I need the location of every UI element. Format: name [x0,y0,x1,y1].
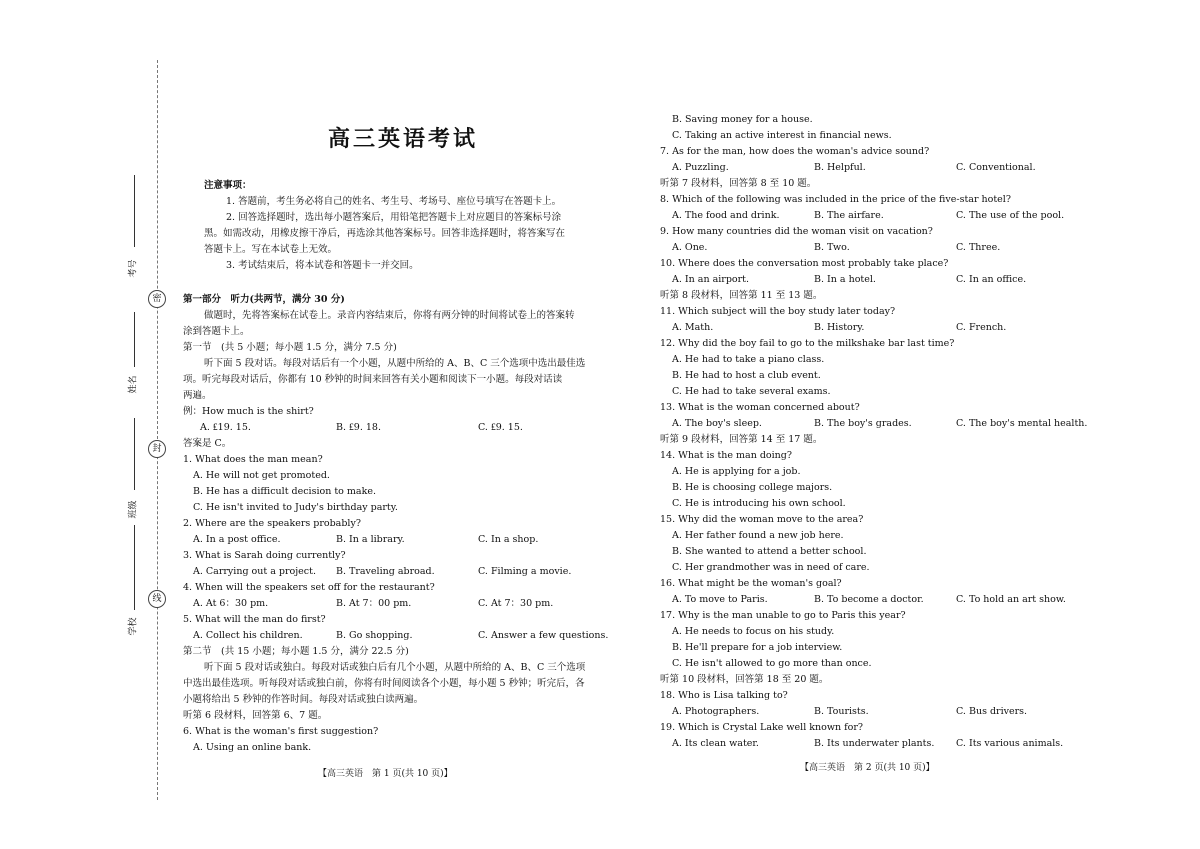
question: 5. What will the man do first? [183,614,326,625]
option: A. To move to Paris. [672,594,768,605]
option: C. He is introducing his own school. [672,498,846,509]
question: 11. Which subject will the boy study later today? [660,306,896,317]
option: C. He had to take several exams. [672,386,831,397]
section2-intro: 中选出最佳选项。听每段对话或独白前，你将有时间阅读各个小题，每小题 5 秒钟；听完后，各 [183,678,585,689]
material-heading: 听第 9 段材料，回答第 14 至 17 题。 [660,434,823,445]
option: C. ₤9. 15. [478,422,523,433]
option: B. In a hotel. [814,274,876,285]
notice-line: 2. 回答选择题时，选出每小题答案后，用铅笔把答题卡上对应题目的答案标号涂 [226,212,562,223]
option: C. Bus drivers. [956,706,1028,717]
part1-intro: 涂到答题卡上。 [183,326,250,337]
exam-number-line [134,175,135,247]
option: B. Tourists. [814,706,869,717]
option: C. French. [956,322,1007,333]
example-question: 例：How much is the shirt? [183,406,314,417]
option: C. The use of the pool. [956,210,1065,221]
option: A. Math. [672,322,714,333]
question: 7. As for the man, how does the woman's advice sound? [660,146,930,157]
option: B. Helpful. [814,162,866,173]
option: C. Its various animals. [956,738,1064,749]
option: C. In an office. [956,274,1027,285]
option: A. ₤19. 15. [200,422,251,433]
school-line [134,525,135,610]
option: B. Two. [814,242,850,253]
option: B. He had to host a club event. [672,370,821,381]
option: C. Filming a movie. [478,566,572,577]
section2-intro: 小题将给出 5 秒钟的作答时间。每段对话或独白读两遍。 [183,694,424,705]
section1-intro: 两遍。 [183,390,212,401]
page-title: 高三英语考试 [328,126,479,152]
option: C. Her grandmother was in need of care. [672,562,870,573]
question: 12. Why did the boy fail to go to the milkshake bar last time? [660,338,955,349]
option: C. At 7：30 pm. [478,598,554,609]
option: B. In a library. [336,534,405,545]
question: 15. Why did the woman move to the area? [660,514,864,525]
question: 14. What is the man doing? [660,450,792,461]
question: 17. Why is the man unable to go to Paris this year? [660,610,906,621]
notice-line: 3. 考试结束后，将本试卷和答题卡一并交回。 [226,260,419,271]
material-heading: 听第 6 段材料，回答第 6、7 题。 [183,710,328,721]
option: B. He has a difficult decision to make. [193,486,376,497]
option: A. Its clean water. [672,738,759,749]
page-footer: 【高三英语 第 1 页(共 10 页)】 [318,769,453,779]
option: B. Its underwater plants. [814,738,935,749]
seal-xian: 线 [148,590,166,608]
page-footer: 【高三英语 第 2 页(共 10 页)】 [800,763,935,773]
notice-line: 黑。如需改动，用橡皮擦干净后，再选涂其他答案标号。回答非选择题时，将答案写在 [204,228,566,239]
option: A. He is applying for a job. [672,466,801,477]
question: 13. What is the woman concerned about? [660,402,860,413]
option: B. At 7：00 pm. [336,598,412,609]
option: C. He isn't allowed to go more than once. [672,658,872,669]
option: B. Go shopping. [336,630,413,641]
example-answer: 答案是 C。 [183,438,232,449]
class-label: 班级 [128,500,139,519]
school-label: 学校 [128,617,139,636]
class-line [134,418,135,490]
section1-intro: 项。听完每段对话后，你都有 10 秒钟的时间来回答有关小题和阅读下一小题。每段对话读 [183,374,563,385]
seal-feng: 封 [148,440,166,458]
option: B. To become a doctor. [814,594,924,605]
material-heading: 听第 7 段材料，回答第 8 至 10 题。 [660,178,817,189]
option: B. The airfare. [814,210,884,221]
question: 8. Which of the following was included in the price of the five-star hotel? [660,194,1011,205]
question: 4. When will the speakers set off for the restaurant? [183,582,435,593]
option: A. In an airport. [672,274,750,285]
option: A. Carrying out a project. [193,566,316,577]
question: 3. What is Sarah doing currently? [183,550,346,561]
option: A. He had to take a piano class. [672,354,825,365]
question: 2. Where are the speakers probably? [183,518,361,529]
notice-heading: 注意事项： [204,180,252,191]
option: A. He will not get promoted. [193,470,330,481]
notice-line: 答题卡上。写在本试卷上无效。 [204,244,338,255]
option: A. In a post office. [193,534,281,545]
question: 19. Which is Crystal Lake well known for? [660,722,863,733]
section2-intro: 听下面 5 段对话或独白。每段对话或独白后有几个小题，从题中所给的 A、B、C 三个选项 [204,662,586,673]
option: B. History. [814,322,865,333]
material-heading: 听第 8 段材料，回答第 11 至 13 题。 [660,290,823,301]
option: C. Answer a few questions. [478,630,609,641]
notice-line: 1. 答题前，考生务必将自己的姓名、考生号、考场号、座位号填写在答题卡上。 [226,196,562,207]
option: A. Her father found a new job here. [672,530,844,541]
option: A. Using an online bank. [193,742,312,753]
option: A. At 6：30 pm. [193,598,269,609]
option: A. He needs to focus on his study. [672,626,835,637]
part1-intro: 做题时，先将答案标在试卷上。录音内容结束后，你将有两分钟的时间将试卷上的答案转 [204,310,575,321]
exam-number-label: 考号 [128,259,139,278]
option: C. Three. [956,242,1001,253]
option: C. The boy's mental health. [956,418,1088,429]
option: C. He isn't invited to Judy's birthday party. [193,502,398,513]
section1-intro: 听下面 5 段对话。每段对话后有一个小题，从题中所给的 A、B、C 三个选项中选出最佳选 [204,358,586,369]
part1-heading: 第一部分 听力(共两节，满分 30 分) [183,294,345,305]
option: A. The food and drink. [672,210,780,221]
material-heading: 听第 10 段材料，回答第 18 至 20 题。 [660,674,829,685]
question: 10. Where does the conversation most probably take place? [660,258,949,269]
option: C. Conventional. [956,162,1036,173]
seal-mi: 密 [148,290,166,308]
option: C. To hold an art show. [956,594,1066,605]
option: B. She wanted to attend a better school. [672,546,867,557]
binding-dashed-line [157,60,158,800]
section1-heading: 第一节 (共 5 小题；每小题 1.5 分，满分 7.5 分) [183,342,397,353]
question: 9. How many countries did the woman visit on vacation? [660,226,933,237]
option: A. Puzzling. [672,162,729,173]
section2-heading: 第二节 (共 15 小题；每小题 1.5 分，满分 22.5 分) [183,646,409,657]
option: B. He is choosing college majors. [672,482,833,493]
option: B. Saving money for a house. [672,114,813,125]
name-line [134,312,135,367]
option: B. He'll prepare for a job interview. [672,642,843,653]
option: C. In a shop. [478,534,539,545]
option: A. The boy's sleep. [672,418,762,429]
name-label: 姓名 [128,375,139,394]
option: B. Traveling abroad. [336,566,435,577]
question: 6. What is the woman's first suggestion? [183,726,379,737]
question: 18. Who is Lisa talking to? [660,690,788,701]
option: A. Collect his children. [193,630,303,641]
option: C. Taking an active interest in financial news. [672,130,892,141]
question: 16. What might be the woman's goal? [660,578,842,589]
option: B. ₤9. 18. [336,422,381,433]
question: 1. What does the man mean? [183,454,323,465]
option: B. The boy's grades. [814,418,912,429]
option: A. Photographers. [672,706,760,717]
option: A. One. [672,242,708,253]
